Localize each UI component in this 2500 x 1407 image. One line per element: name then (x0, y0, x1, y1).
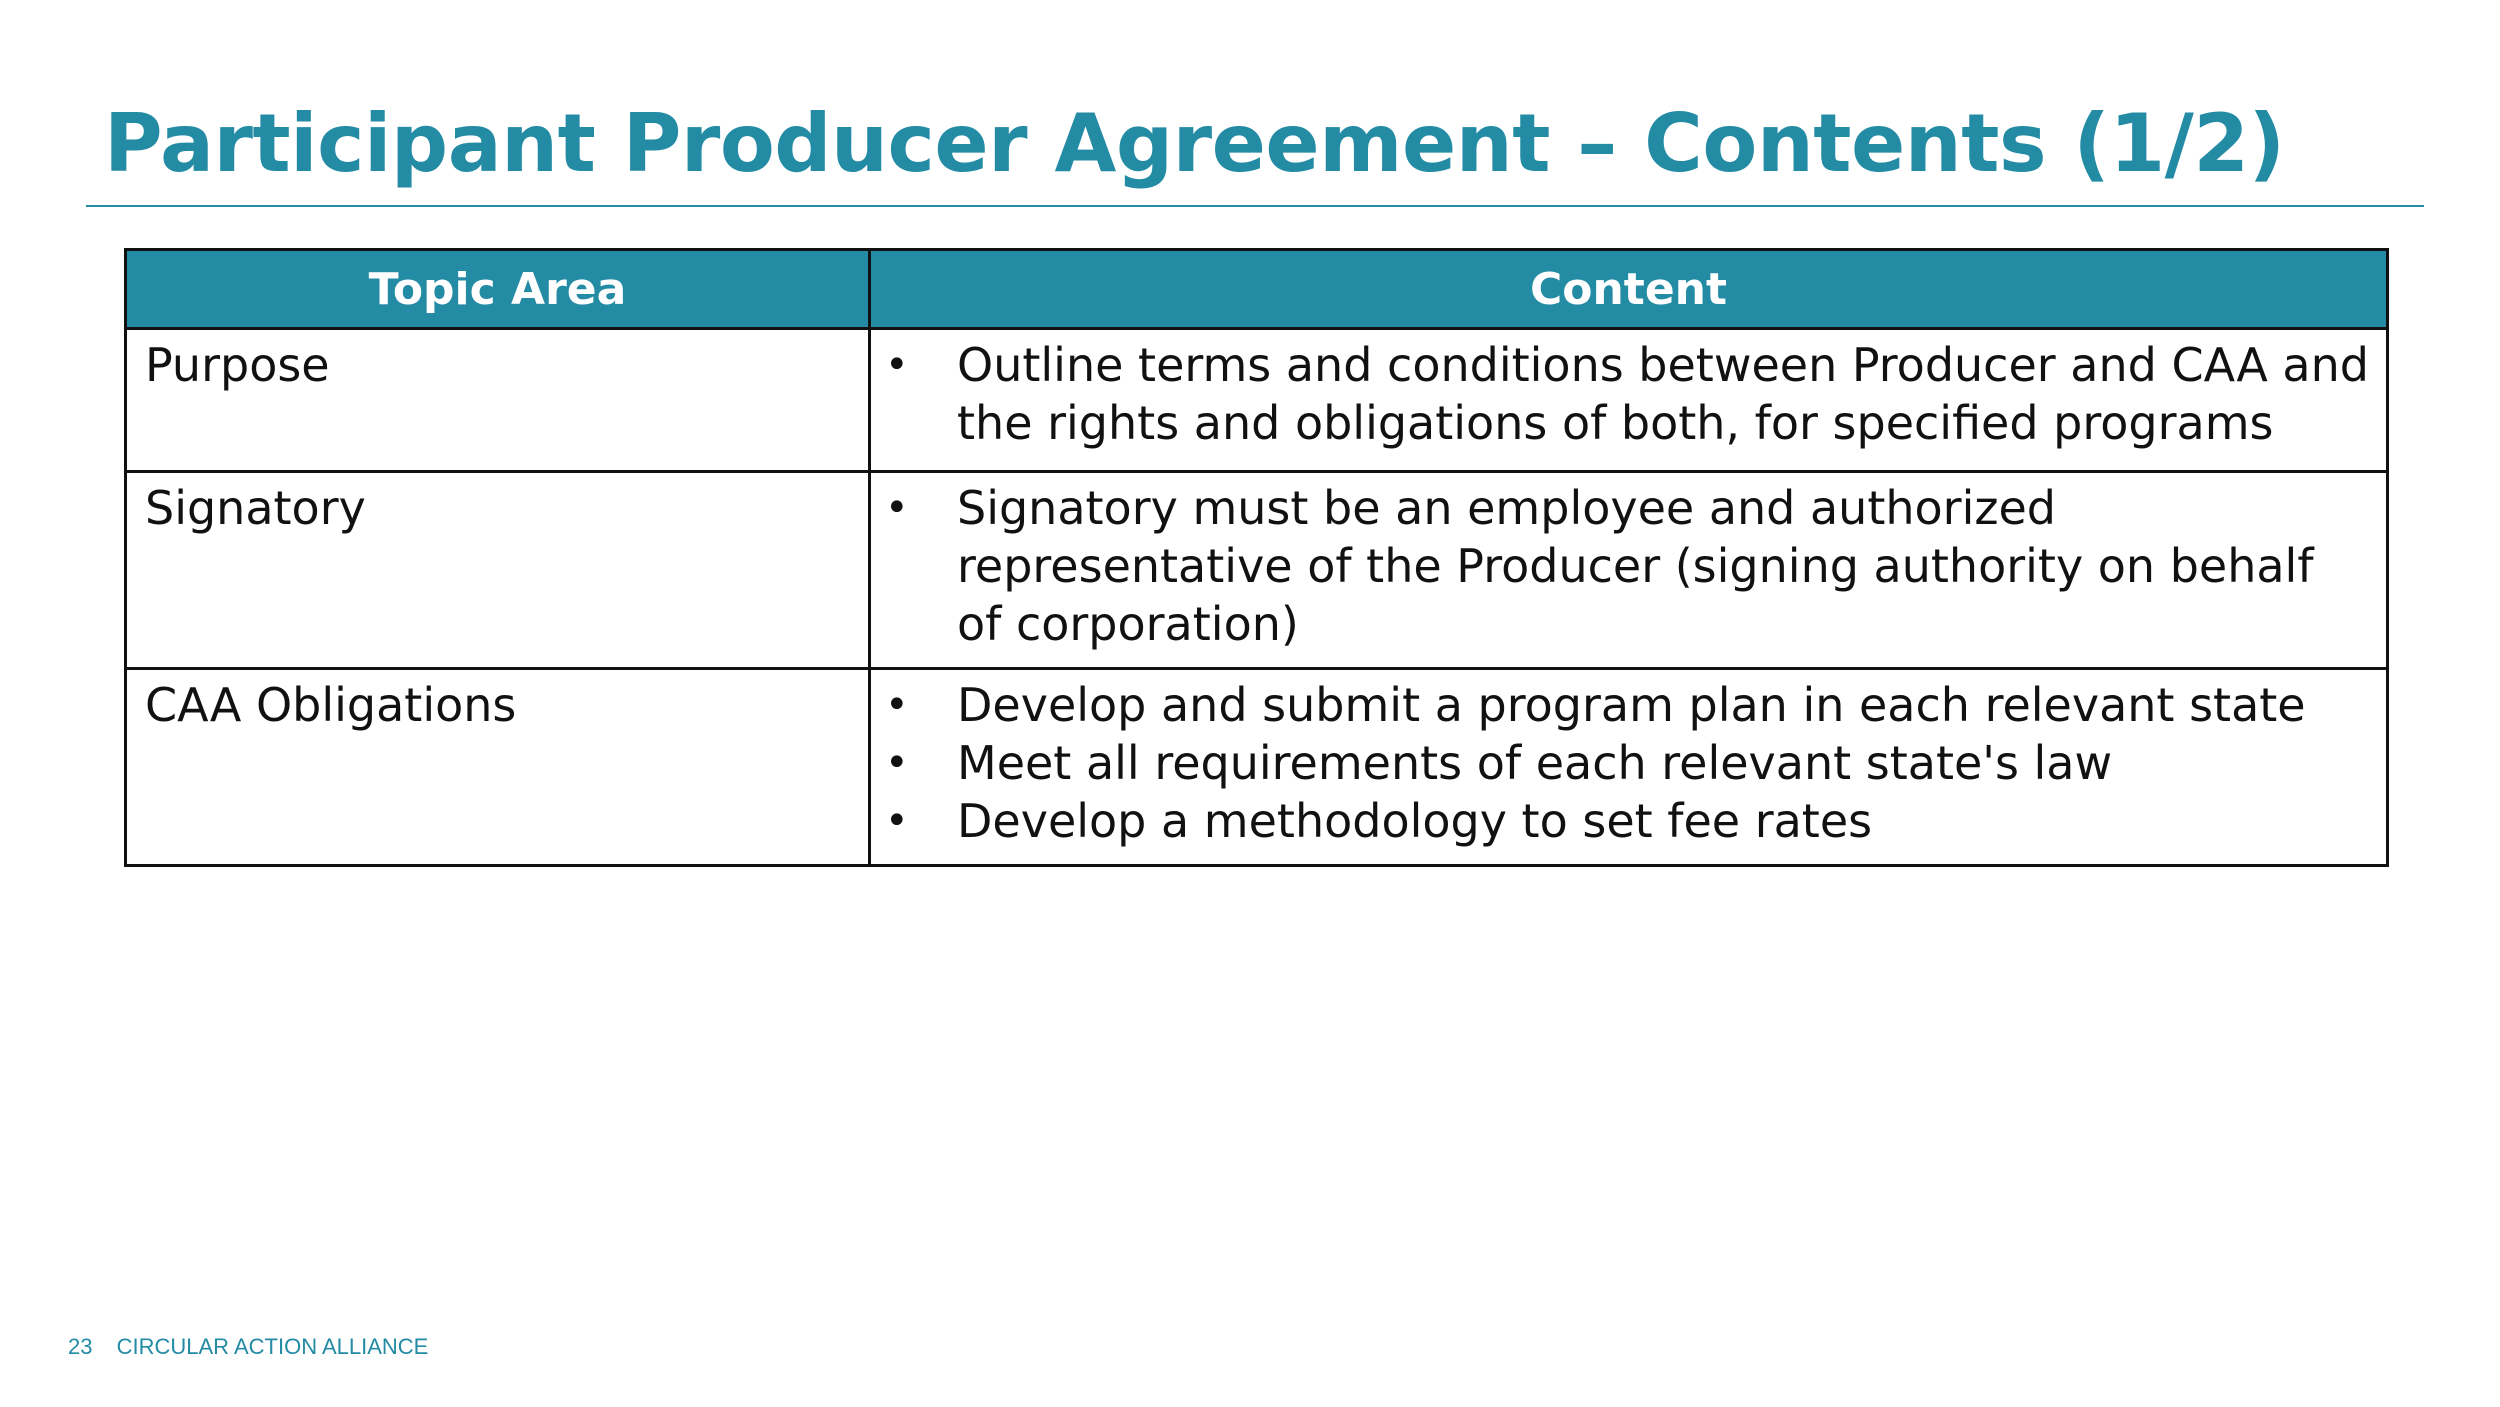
bullet-list (885, 479, 2372, 653)
bullet-text: Outline terms and conditions between Producer and CAA and the rights and obligations of both, for specified programs (957, 338, 2369, 450)
bullet-text: Meet all requirements of each relevant state's law (957, 736, 2113, 790)
slide-footer (68, 1334, 428, 1360)
bullet-list (885, 676, 2372, 850)
bullet-text: Signatory must be an employee and authorized representative of the Producer (signing authority on behalf of corporation) (957, 481, 2314, 651)
table-row-signatory (126, 472, 2388, 669)
header-topic-area: Topic Area (126, 250, 870, 329)
bullet-icon: • (885, 798, 909, 844)
header-content: Content (870, 250, 2388, 329)
bullet-text: Develop and submit a program plan in each relevant state (957, 678, 2306, 732)
bullet-icon: • (885, 740, 909, 786)
content-cell (870, 472, 2388, 669)
table-header-row (126, 250, 2388, 329)
content-cell (870, 329, 2388, 472)
table-row-purpose (126, 329, 2388, 472)
page-number: 23 (68, 1334, 93, 1359)
bullet-item (885, 734, 2372, 792)
bullet-item (885, 479, 2372, 653)
topic-cell: Signatory (126, 472, 870, 669)
bullet-icon: • (885, 342, 909, 388)
footer-organization: CIRCULAR ACTION ALLIANCE (116, 1334, 429, 1359)
bullet-icon: • (885, 485, 909, 531)
table-row-caa-obligations (126, 669, 2388, 866)
topic-cell: Purpose (126, 329, 870, 472)
contents-table (124, 248, 2389, 867)
topic-cell: CAA Obligations (126, 669, 870, 866)
title-divider (86, 205, 2424, 207)
bullet-item (885, 336, 2372, 452)
content-cell (870, 669, 2388, 866)
bullet-item (885, 792, 2372, 850)
bullet-text: Develop a methodology to set fee rates (957, 794, 1873, 848)
bullet-list (885, 336, 2372, 452)
slide-title: Participant Producer Agreement – Contents (1/2) (104, 97, 2285, 190)
bullet-icon: • (885, 682, 909, 728)
bullet-item (885, 676, 2372, 734)
